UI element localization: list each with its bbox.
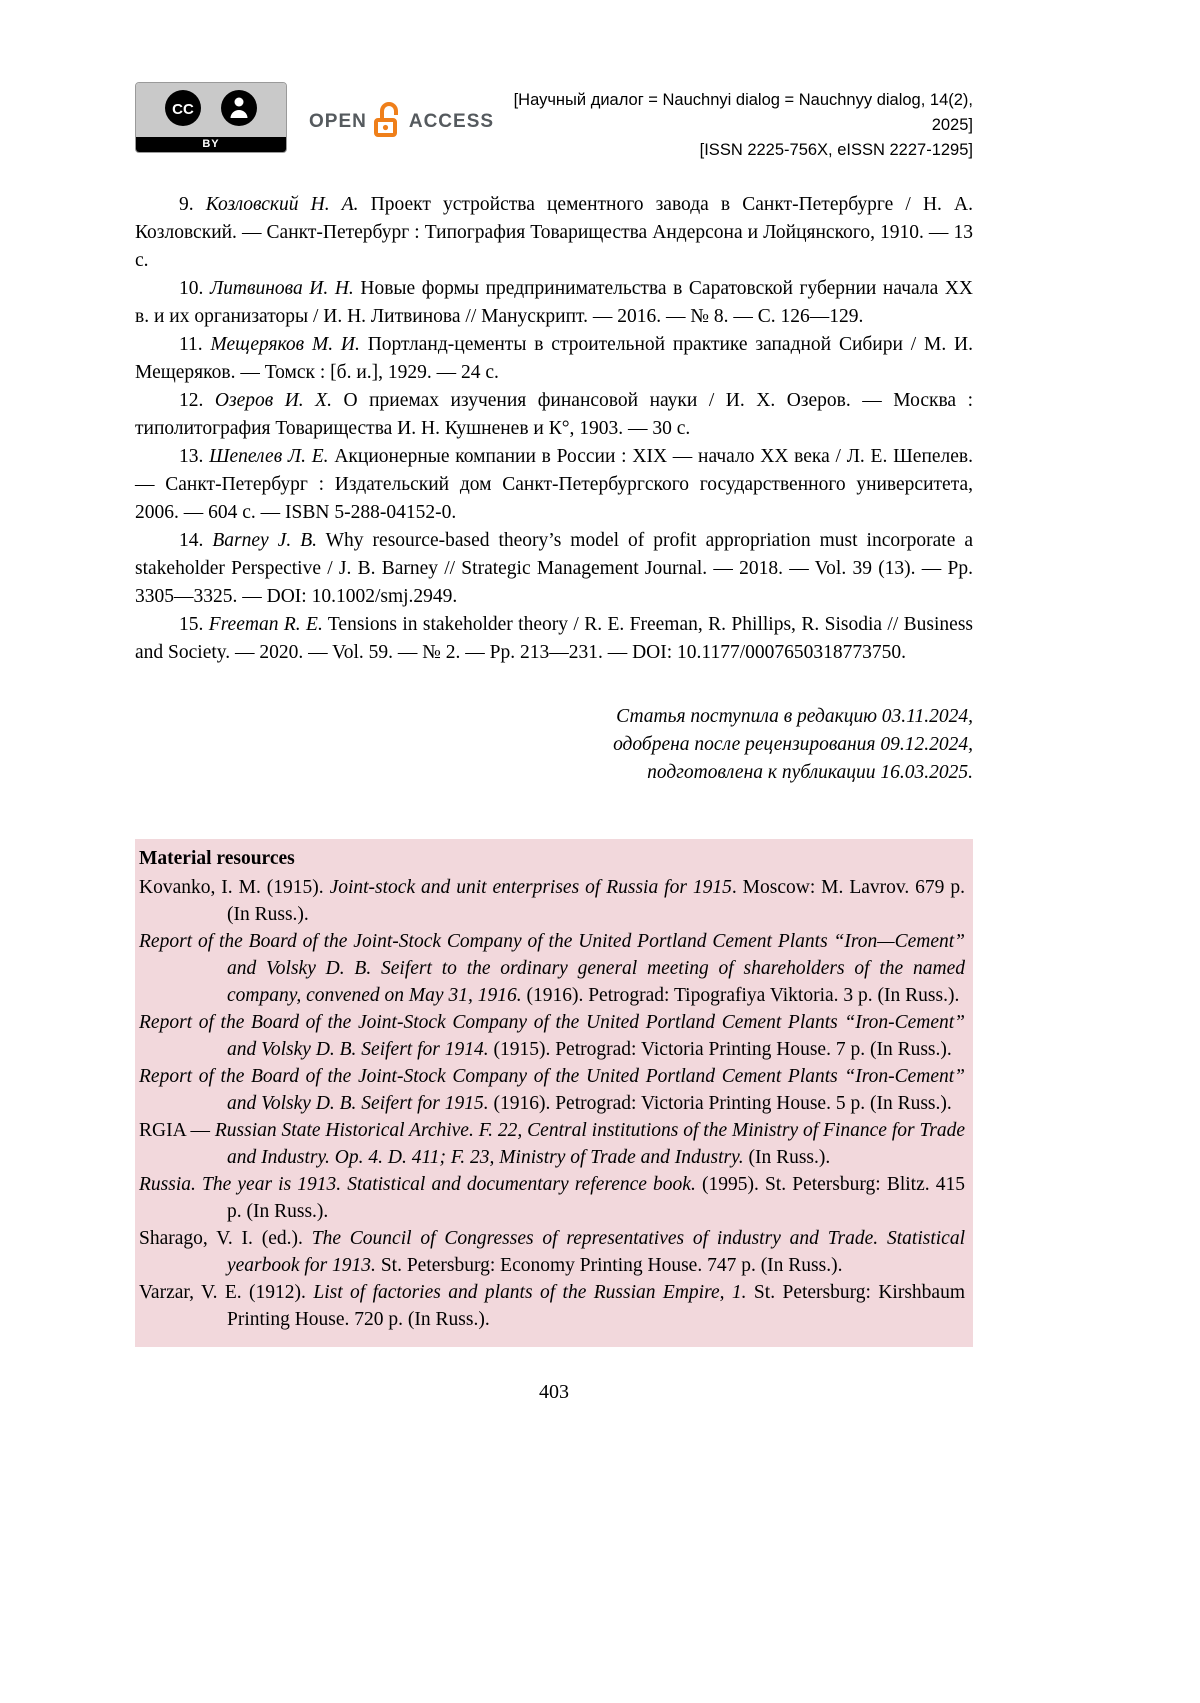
reference-author: Козловский Н. А. — [205, 194, 359, 215]
material-post: (In Russ.). — [743, 1147, 831, 1168]
svg-text:CC: CC — [172, 101, 194, 118]
material-item — [139, 928, 965, 1009]
reference-item — [135, 275, 973, 331]
reference-number: 13. — [179, 446, 204, 467]
material-title: Joint-stock and unit enterprises of Russia for 1915 — [329, 877, 732, 898]
reference-author: Barney J. B. — [212, 530, 317, 551]
open-access-access-label: ACCESS — [408, 110, 495, 132]
reference-number: 14. — [179, 530, 204, 551]
material-pre: Kovanko, I. M. (1915). — [139, 877, 330, 898]
material-post: St. Petersburg: Kirshbaum Printing House. 720 p. (In Russ.). — [227, 1282, 966, 1330]
reference-text: Новые формы предпринимательства в Саратовской губернии начала XX в. и их организаторы / И. Н. Литвинова // Манускрипт. — 2016. — № 8. — С. 126—129. — [135, 278, 973, 327]
reference-number: 9. — [179, 194, 194, 215]
material-title: Report of the Board of the Joint-Stock Company of the United Portland Cement Plants “Iron-Cement” and Volsky D. B. Seifert for 1914. — [139, 1012, 965, 1060]
open-access-open-label: OPEN — [309, 110, 367, 132]
material-item — [139, 1171, 965, 1225]
references-list — [135, 191, 973, 667]
reference-item — [135, 611, 973, 667]
reference-item — [135, 443, 973, 527]
reference-author: Шепелев Л. Е. — [209, 446, 329, 467]
page-header — [135, 82, 973, 163]
cc-by-label: BY — [136, 137, 286, 152]
reference-text: Проект устройства цементного завода в Санкт-Петербурге / Н. А. Козловский. — Санкт-Петербург : Типография Товарищества Андерсона и Лойцянского, 1910. — 13 с. — [135, 194, 973, 271]
reference-number: 15. — [179, 614, 204, 635]
material-pre: Varzar, V. E. (1912). — [139, 1282, 314, 1303]
reference-item — [135, 527, 973, 611]
material-post: (1916). Petrograd: Victoria Printing House. 5 p. (In Russ.). — [488, 1093, 952, 1114]
material-item — [139, 874, 965, 928]
material-pre: Sharago, V. I. (ed.). — [139, 1228, 312, 1249]
material-resources-section — [135, 839, 973, 1347]
cc-by-badge — [135, 82, 287, 153]
submission-note — [135, 703, 973, 787]
material-item — [139, 1009, 965, 1063]
submission-prepared: подготовлена к публикации 16.03.2025. — [647, 762, 973, 783]
reference-text: Tensions in stakeholder theory / R. E. Freeman, R. Phillips, R. Sisodia // Business and Society. — 2020. — Vol. 59. — № 2. — Pp. 213—231. — DOI: 10.1177/0007650318773750. — [135, 614, 973, 663]
reference-item — [135, 387, 973, 443]
material-post: (1995). St. Petersburg: Blitz. 415 p. (In Russ.). — [227, 1174, 965, 1222]
submission-approved: одобрена после рецензирования 09.12.2024, — [613, 734, 973, 755]
reference-item — [135, 331, 973, 387]
material-pre: RGIA — — [139, 1120, 215, 1141]
material-title: The Council of Congresses of representatives of industry and Trade. Statistical yearbook for 1913. — [227, 1228, 965, 1276]
reference-item — [135, 191, 973, 275]
material-post: (1916). Petrograd: Tipografiya Viktoria. 3 p. (In Russ.). — [521, 985, 960, 1006]
reference-author: Литвинова И. Н. — [209, 278, 354, 299]
reference-author: Freeman R. E. — [208, 614, 323, 635]
material-title: List of factories and plants of the Russian Empire, 1. — [313, 1282, 747, 1303]
material-title: Report of the Board of the Joint-Stock Company of the United Portland Cement Plants “Iron-Cement” and Volsky D. B. Seifert for 1915. — [139, 1066, 965, 1114]
open-lock-icon — [373, 100, 403, 144]
submission-received: Статья поступила в редакцию 03.11.2024, — [616, 706, 973, 727]
reference-text: Портланд-цементы в строительной практике западной Сибири / М. И. Мещеряков. — Томск : [б. и.], 1929. — 24 с. — [135, 334, 973, 383]
cc-badge-icons — [136, 83, 286, 137]
material-post: . Moscow: M. Lavrov. 679 p. (In Russ.). — [227, 877, 965, 925]
journal-citation — [494, 82, 973, 163]
reference-author: Мещеряков М. И. — [210, 334, 360, 355]
header-logos — [135, 82, 494, 153]
material-post: St. Petersburg: Economy Printing House. 747 p. (In Russ.). — [375, 1255, 843, 1276]
material-item — [139, 1117, 965, 1171]
reference-number: 12. — [179, 390, 204, 411]
material-item — [139, 1279, 965, 1333]
material-item — [139, 1225, 965, 1279]
material-item — [139, 1063, 965, 1117]
reference-text: Why resource-based theory’s model of profit appropriation must incorporate a stakeholder Perspective / J. B. Barney // Strategic Management Journal. — 2018. — Vol. 39 (13). — Pp. 3305—3325. — DOI: 10.1002/smj.2949. — [135, 530, 973, 607]
journal-page — [135, 0, 973, 1404]
material-resources-heading: Material resources — [139, 848, 295, 869]
open-access-logo — [309, 100, 494, 144]
reference-author: Озеров И. Х. — [214, 390, 332, 411]
reference-text: О приемах изучения финансовой науки / И. Х. Озеров. — Москва : типолитография Товарищества И. Н. Кушненев и К°, 1903. — 30 с. — [135, 390, 974, 439]
cc-icon — [163, 88, 203, 133]
material-title: Russia. The year is 1913. Statistical and documentary reference book. — [139, 1174, 696, 1195]
material-title: Russian State Historical Archive. F. 22, Central institutions of the Ministry of Finance for Trade and Industry. Op. 4. D. 411; F. 23, Ministry of Trade and Industry. — [214, 1120, 966, 1168]
person-icon — [219, 88, 259, 133]
material-title: Report of the Board of the Joint-Stock Company of the United Portland Cement Plants “Iron—Cement” and Volsky D. B. Seifert to the ordinary general meeting of shareholders of the named company, convened on May 31, 1916. — [139, 931, 965, 1006]
reference-number: 11. — [179, 334, 203, 355]
reference-text: Акционерные компании в России : XIX — начало XX века / Л. Е. Шепелев. — Санкт-Петербург : Издательский дом Санкт-Петербургского государственного университета, 2006. — 604 с. — ISBN 5-288-04152-0. — [135, 446, 973, 523]
reference-number: 10. — [179, 278, 204, 299]
journal-citation-line1: [Научный диалог = Nauchnyi dialog = Nauchnyy dialog, 14(2), 2025] — [513, 91, 973, 134]
page-number: 403 — [539, 1381, 569, 1403]
journal-citation-line2: [ISSN 2225-756X, eISSN 2227-1295] — [699, 141, 973, 159]
material-post: (1915). Petrograd: Victoria Printing House. 7 p. (In Russ.). — [488, 1039, 952, 1060]
